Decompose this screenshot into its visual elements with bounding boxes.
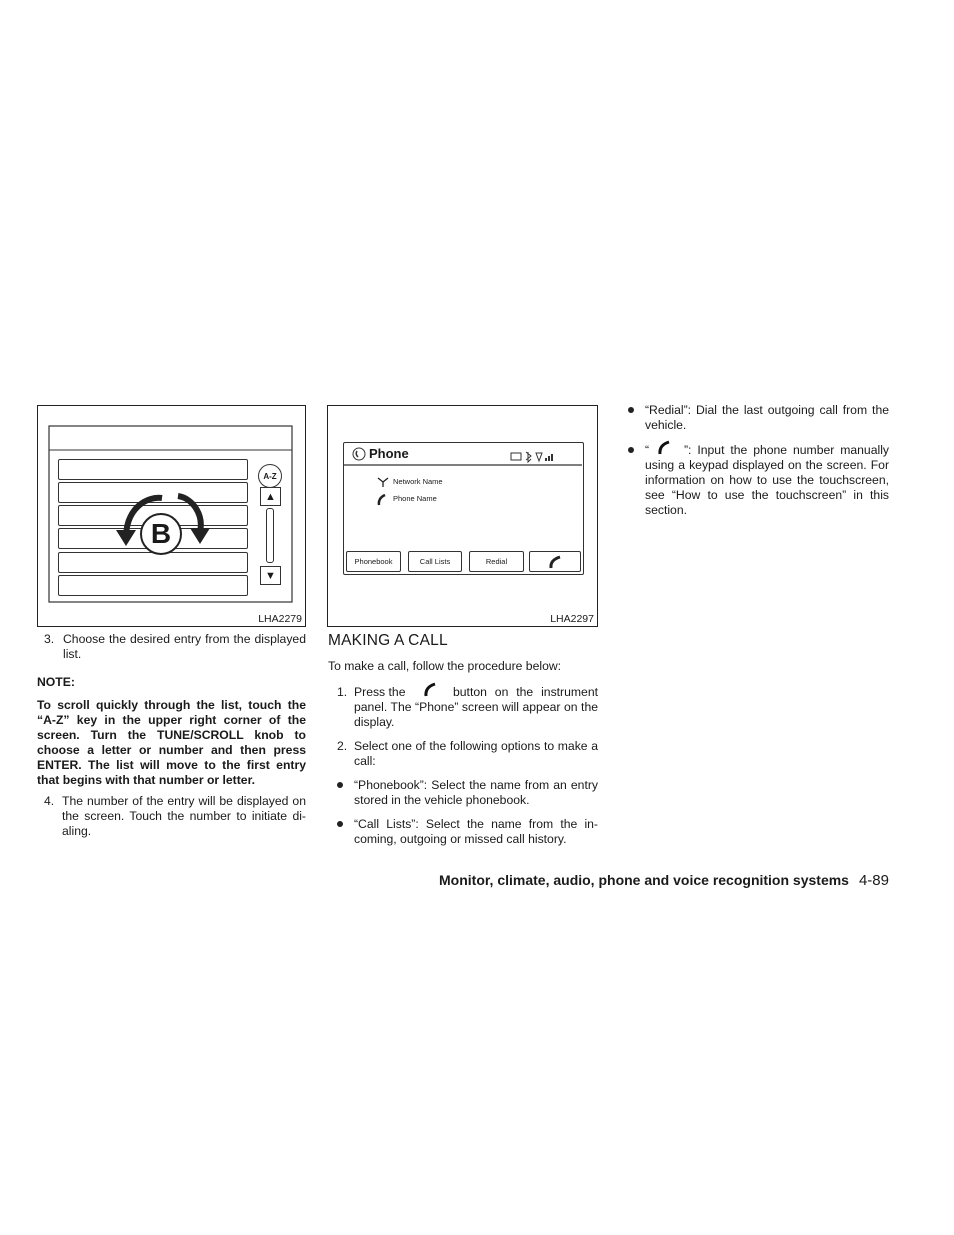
bullet-keypad-rest: using a keypad displayed on the screen. For information on how to use the touchscreen, see “How to use the touchscreen” in this section.: [645, 458, 889, 517]
step-2-number: 2.: [337, 739, 348, 753]
bullet-icon: [628, 407, 634, 413]
figure-label: LHA2297: [550, 613, 594, 625]
step-3-text: Choose the desired entry from the displayed list.: [63, 632, 306, 661]
phonebook-button: [346, 551, 401, 572]
step-2-text: Select one of the following options to make a call:: [354, 739, 598, 768]
figure-label: LHA2279: [258, 613, 302, 625]
phonebook-button-label: Phonebook: [354, 557, 393, 566]
phone-app-icon: [352, 447, 366, 461]
phone-screen-title: Phone: [369, 446, 409, 461]
az-key-button: [258, 464, 282, 488]
up-arrow-icon: ▲: [265, 490, 276, 503]
intro-text: To make a call, follow the procedure below:: [328, 659, 562, 673]
step-1-post: button on the instrument: [453, 685, 598, 699]
phone-handset-icon: [656, 440, 672, 456]
section-heading: MAKING A CALL: [328, 632, 448, 649]
note-heading: NOTE:: [37, 675, 75, 689]
note-body: To scroll quickly through the list, touch the “A-Z” key in the upper right corner of the screen. Turn the TUNE/SCROLL knob to choose a letter or number and then press ENTER. The list will move to the first entry that begins with that number or letter.: [37, 698, 306, 787]
bullet-icon: [337, 821, 343, 827]
az-key-label: A-Z: [263, 471, 277, 481]
network-antenna-icon: [377, 477, 389, 488]
call-lists-button: [408, 551, 462, 572]
scroll-down-button: [260, 566, 281, 585]
down-arrow-icon: ▼: [265, 569, 276, 582]
bullet-icon: [628, 447, 634, 453]
phone-handset-icon: [547, 555, 563, 569]
bullet-phonebook: “Phonebook”: Select the name from an entry stored in the vehicle phonebook.: [354, 778, 598, 807]
bullet-keypad-pre: “: [645, 443, 650, 457]
bullet-call-lists: “Call Lists”: Select the name from the in-coming, outgoing or missed call history.: [354, 817, 598, 846]
phone-screen: [343, 442, 584, 575]
footer-section-title: Monitor, climate, audio, phone and voice recognition systems: [439, 872, 849, 888]
scroll-up-button: [260, 487, 281, 506]
dial-keypad-button: [529, 551, 581, 572]
figure-phone-screen: [327, 405, 598, 627]
page-number: 4-89: [858, 872, 889, 889]
bullet-icon: [337, 782, 343, 788]
network-name: Network Name: [393, 477, 443, 486]
phone-handset-icon: [376, 494, 388, 506]
redial-button: [469, 551, 524, 572]
step-4-text: The number of the entry will be displayed on the screen. Touch the number to initiate di-aling.: [62, 794, 306, 838]
call-lists-button-label: Call Lists: [419, 557, 451, 566]
step-4-number: 4.: [44, 794, 55, 808]
phone-name: Phone Name: [393, 494, 437, 503]
figure-list-screen: [37, 405, 306, 627]
bullet-keypad-post: ”: Input the phone number manually: [684, 443, 889, 457]
redial-button-label: Redial: [485, 557, 508, 566]
scrollbar-track: [266, 508, 274, 563]
tune-scroll-knob: [140, 513, 182, 555]
step-1-number: 1.: [337, 685, 348, 699]
status-icons: [510, 451, 556, 463]
step-3-number: 3.: [44, 632, 55, 646]
step-1-pre: Press the: [354, 685, 406, 699]
knob-letter: B: [150, 518, 172, 549]
phone-handset-icon: [422, 682, 438, 698]
bullet-redial: “Redial”: Dial the last outgoing call from the vehicle.: [645, 403, 889, 432]
page-footer: [439, 872, 889, 889]
step-1-rest: panel. The “Phone” screen will appear on the display.: [354, 700, 598, 729]
list-row: [58, 575, 248, 596]
list-row: [58, 459, 248, 480]
